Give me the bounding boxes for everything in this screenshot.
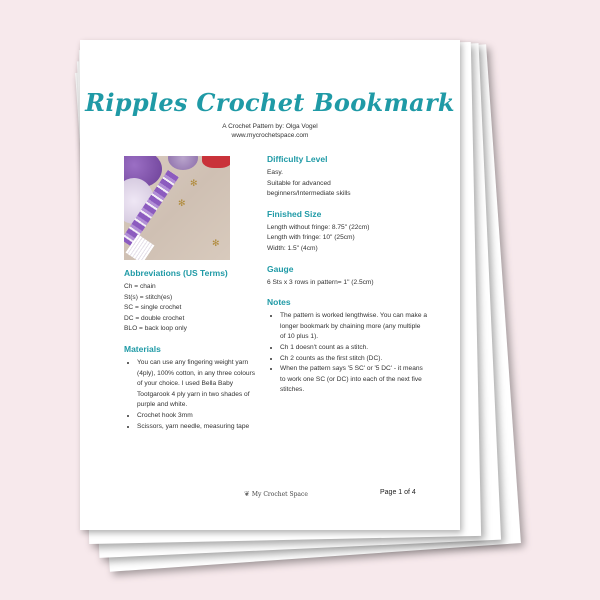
materials-item: • You can use any fingering weight yarn (4ply), 100% cotton, in any three colours of your choice. I used Bella Baby Tootgarook 4 ply yarn in two shades of purple and white. <box>137 358 262 411</box>
difficulty-line: Suitable for advanced <box>267 179 331 187</box>
difficulty-heading: Difficulty Level <box>267 154 328 164</box>
red-object <box>202 156 230 168</box>
document-title: Ripples Crochet Bookmark <box>85 88 455 117</box>
notes-item: • Ch 1 doesn't count as a stitch. <box>280 343 427 354</box>
gauge-heading: Gauge <box>267 263 294 274</box>
notes-item: • The pattern is worked lengthwise. You can make a longer bookmark by chaining more (any multiple of 10 plus 1). <box>280 311 427 343</box>
front-page <box>80 40 460 530</box>
leaf-icon: ❦ <box>244 490 250 498</box>
document-byline: A Crochet Pattern by: Olga Vogel <box>222 123 318 130</box>
materials-item: • Crochet hook 3mm <box>137 411 262 422</box>
abbreviation-line: St(s) = stitch(es) <box>124 293 173 301</box>
notes-item: • Ch 2 counts as the first stitch (DC). <box>280 354 427 365</box>
materials-list <box>124 358 262 432</box>
right-column <box>267 154 427 396</box>
notes-item: • When the pattern says '5 SC' or '5 DC' - it means to work one SC (or DC) into each of the next five stitches. <box>280 364 427 396</box>
lilac-yarn-ball <box>168 156 198 170</box>
abbreviation-line: SC = single crochet <box>124 304 182 312</box>
notes-list <box>267 311 427 396</box>
stitch-marker-icon: ✻ <box>190 179 198 189</box>
abbreviation-line: Ch = chain <box>124 283 156 290</box>
document-website: www.mycrochetspace.com <box>231 132 309 139</box>
page-number: Page 1 of 4 <box>380 489 416 496</box>
abbreviations-heading: Abbreviations (US Terms) <box>124 268 228 278</box>
abbreviation-line: DC = double crochet <box>124 314 185 322</box>
materials-heading: Materials <box>124 343 161 354</box>
difficulty-line: beginners/Intermediate skills <box>267 190 351 198</box>
left-column <box>124 268 262 432</box>
finished-size-line: Width: 1.5" (4cm) <box>267 244 318 252</box>
abbreviation-line: BLO = back loop only <box>124 325 187 333</box>
finished-size-line: Length with fringe: 10" (25cm) <box>267 234 355 242</box>
stitch-marker-icon: ✻ <box>212 239 220 249</box>
finished-size-heading: Finished Size <box>267 208 322 219</box>
footer-logo-text: My Crochet Space <box>251 491 308 498</box>
difficulty-line: Easy. <box>267 169 284 176</box>
finished-size-line: Length without fringe: 8.75" (22cm) <box>267 223 370 231</box>
gauge-line: 6 Sts x 3 rows in pattern= 1" (2.5cm) <box>267 278 374 286</box>
stitch-marker-icon: ✻ <box>178 199 186 209</box>
materials-item: • Scissors, yarn needle, measuring tape <box>137 422 262 433</box>
footer-logo <box>244 490 308 498</box>
notes-heading: Notes <box>267 297 291 308</box>
bookmark-photo <box>124 156 230 260</box>
